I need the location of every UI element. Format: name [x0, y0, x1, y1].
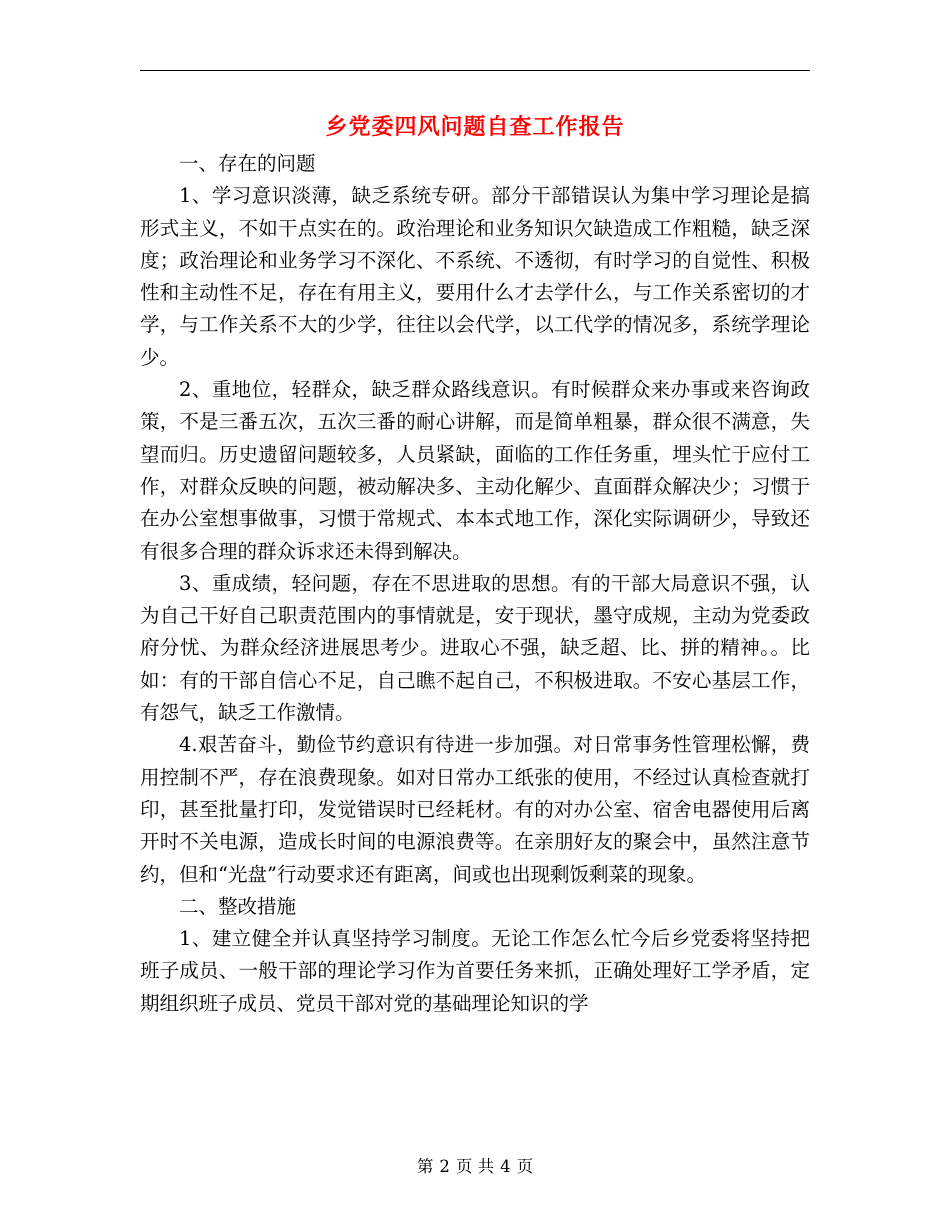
paragraph-1: 1、学习意识淡薄，缺乏系统专研。部分干部错误认为集中学习理论是搞形式主义，不如干点实在的。政治理论和业务知识欠缺造成工作粗糙，缺乏深度；政治理论和业务学习不深化、不系统、不透彻，有时学习的自觉性、积极性和主动性不足，存在有用主义，要用什么才去学什么，与工作关系密切的才学，与工作关系不大的少学，往往以会代学，以工代学的情况多，系统学理论少。	[140, 184, 810, 369]
document-title: 乡党委四风问题自查工作报告	[325, 114, 625, 140]
section-heading-measures: 二、整改措施	[179, 894, 297, 918]
paragraph-5: 1、建立健全并认真坚持学习制度。无论工作怎么忙今后乡党委将坚持把班子成员、一般干部的理论学习作为首要任务来抓，正确处理好工学矛盾，定期组织班子成员、党员干部对党的基础理论知识的学	[140, 927, 810, 1015]
footer-mid: 页 共	[455, 1157, 495, 1176]
header-rule	[140, 70, 810, 71]
paragraph-2: 2、重地位，轻群众，缺乏群众路线意识。有时候群众来办事或来咨询政策，不是三番五次，五次三番的耐心讲解，而是简单粗暴，群众很不满意，失望而归。历史遗留问题较多，人员紧缺，面临的工作任务重，埋头忙于应付工作，对群众反映的问题，被动解决多、主动化解少、直面群众解决少；习惯于在办公室想事做事，习惯于常规式、本本式地工作，深化实际调研少，导致还有很多合理的群众诉求还未得到解决。	[140, 378, 810, 563]
section-heading-problems: 一、存在的问题	[179, 152, 316, 175]
footer-total-pages: 4	[500, 1157, 511, 1176]
footer-page-number: 2	[439, 1157, 450, 1176]
page-footer	[0, 1153, 950, 1177]
document-body	[140, 148, 810, 1020]
paragraph-3: 3、重成绩，轻问题，存在不思进取的思想。有的干部大局意识不强，认为自己干好自己职责范围内的事情就是，安于现状，墨守成规，主动为党委政府分忧、为群众经济进展思考少。进取心不强，缺乏超、比、拼的精神。。比如：有的干部自信心不足，自己瞧不起自己，不积极进取。不安心基层工作，有怨气，缺乏工作激情。	[140, 571, 810, 725]
footer-suffix: 页	[516, 1157, 534, 1176]
paragraph-4: 4.艰苦奋斗，勤俭节约意识有待进一步加强。对日常事务性管理松懈，费用控制不严，存在浪费现象。如对日常办工纸张的使用，不经过认真检查就打印，甚至批量打印，发觉错误时已经耗材。有的对办公室、宿舍电器使用后离开时不关电源，造成长时间的电源浪费等。在亲朋好友的聚会中，虽然注意节约，但和“光盘”行动要求还有距离，间或也出现剩饭剩菜的现象。	[140, 733, 810, 886]
footer-prefix: 第	[416, 1157, 434, 1176]
